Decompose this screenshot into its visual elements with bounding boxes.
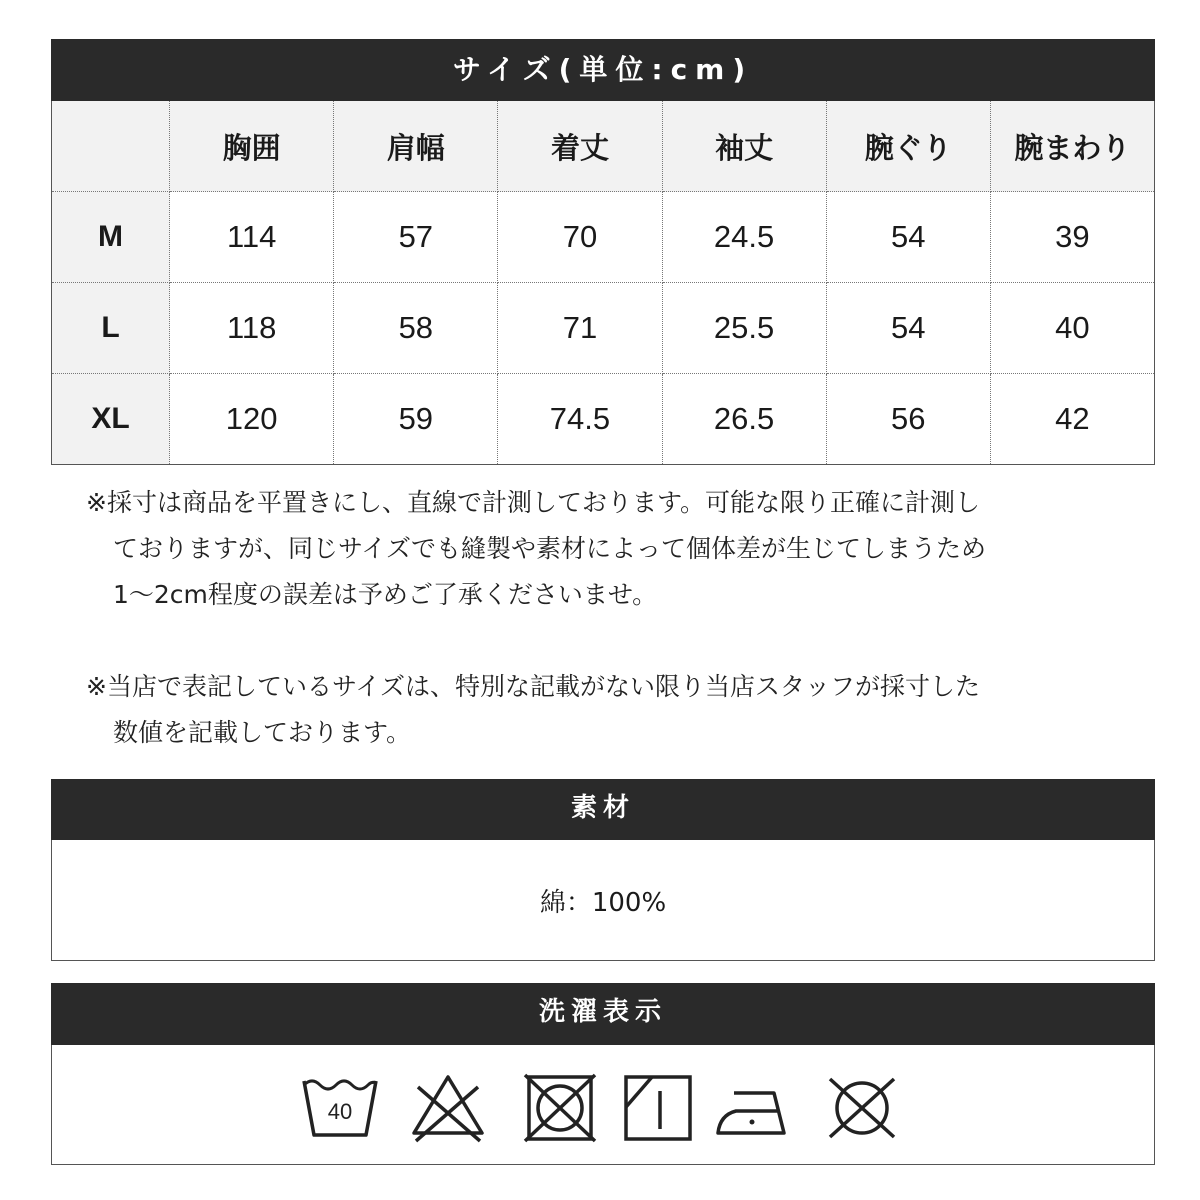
size-label: XL: [52, 374, 170, 465]
material-value: 綿：100%: [539, 887, 667, 918]
table-cell: 71: [498, 283, 662, 374]
note-line: ※採寸は商品を平置きにし、直線で計測しております。可能な限り正確に計測し: [86, 488, 980, 517]
table-cell: 120: [170, 374, 334, 465]
wash-40-icon: [300, 1073, 380, 1143]
no-bleach-icon: [408, 1073, 488, 1143]
column-header-armhole: 腕ぐり: [826, 101, 990, 192]
table-cell: 39: [990, 192, 1154, 283]
no-dry-clean-icon: [822, 1073, 902, 1143]
table-header-row: [52, 101, 1155, 192]
line-dry-shade-icon: [618, 1073, 698, 1143]
table-cell: 74.5: [498, 374, 662, 465]
column-header-shoulder: 肩幅: [334, 101, 498, 192]
column-header-sleeve: 袖丈: [662, 101, 826, 192]
no-tumble-dry-icon: [520, 1073, 600, 1143]
column-header-arm-circumference: 腕まわり: [990, 101, 1154, 192]
table-cell: 25.5: [662, 283, 826, 374]
table-cell: 56: [826, 374, 990, 465]
table-cell: 40: [990, 283, 1154, 374]
care-title: 洗濯表示: [51, 983, 1155, 1045]
table-row: [52, 283, 1155, 374]
note-line: ておりますが、同じサイズでも縫製や素材によって個体差が生じてしまうため: [113, 534, 987, 563]
size-table: [51, 101, 1155, 465]
size-label: M: [52, 192, 170, 283]
table-cell: 58: [334, 283, 498, 374]
size-notation-note: [86, 664, 1126, 756]
size-chart-section: [51, 39, 1155, 465]
table-cell: 70: [498, 192, 662, 283]
table-cell: 59: [334, 374, 498, 465]
size-label: L: [52, 283, 170, 374]
measurement-note: [86, 480, 1126, 618]
column-header-length: 着丈: [498, 101, 662, 192]
table-cell: 42: [1055, 401, 1090, 436]
table-row: [52, 374, 1155, 465]
table-cell: 26.5: [662, 374, 826, 465]
care-section: [51, 983, 1155, 1165]
table-cell: 24.5: [662, 192, 826, 283]
iron-low-icon: [712, 1073, 792, 1143]
corner-cell: [52, 101, 170, 192]
table-cell: 54: [826, 192, 990, 283]
material-box: [51, 840, 1155, 961]
care-box: [51, 1045, 1155, 1165]
note-line: ※当店で表記しているサイズは、特別な記載がない限り当店スタッフが採寸した: [86, 672, 980, 701]
table-cell: 118: [170, 283, 334, 374]
note-line: 数値を記載しております。: [113, 718, 412, 747]
table-cell: 114: [170, 192, 334, 283]
table-cell: 57: [334, 192, 498, 283]
column-header-chest: 胸囲: [170, 101, 334, 192]
size-chart-title: サイズ(単位:cm): [51, 39, 1155, 101]
table-cell: 54: [826, 283, 990, 374]
material-title: 素材: [51, 779, 1155, 840]
material-section: [51, 779, 1155, 961]
note-line: 1～2cm程度の誤差は予めご了承くださいませ。: [113, 580, 658, 609]
table-row: [52, 192, 1155, 283]
wash-temperature-label: 40: [327, 1099, 353, 1124]
